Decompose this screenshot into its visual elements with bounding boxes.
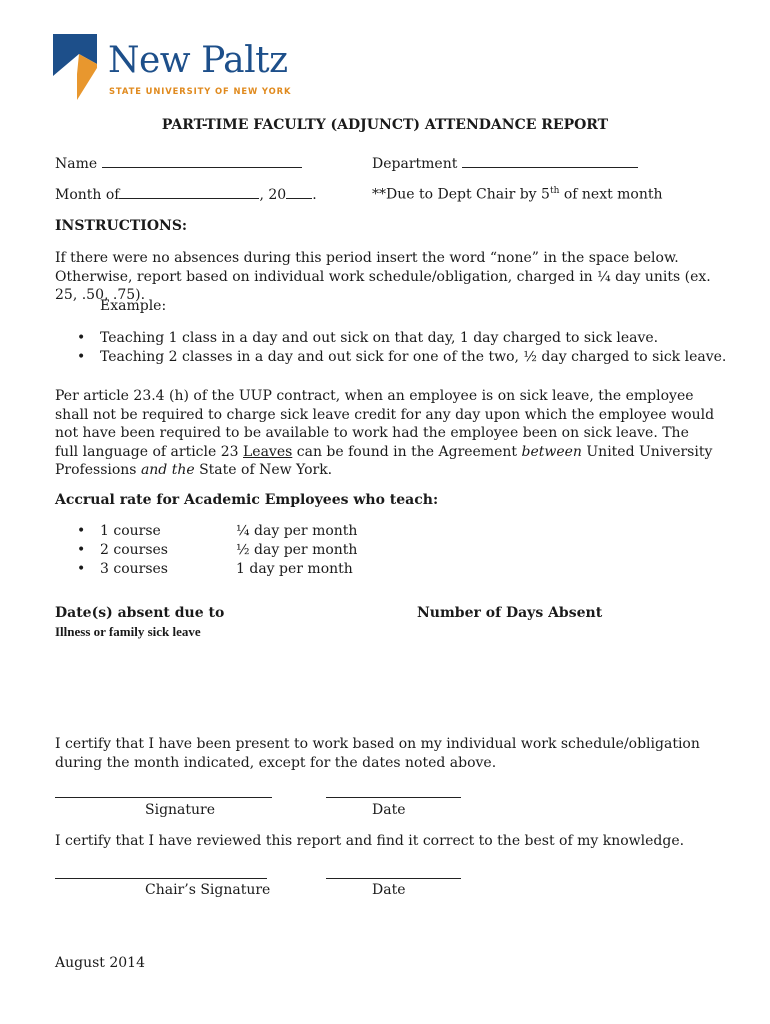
chair-date-label: Date: [372, 882, 406, 898]
example-item: •: [77, 330, 86, 346]
leaves-link[interactable]: Leaves: [243, 443, 293, 460]
employee-certification: I certify that I have been present to work based on my individual work schedule/obligation during the month indicated, except for the dates noted above.: [55, 736, 700, 771]
name-line[interactable]: [102, 155, 302, 168]
dates-absent-sublabel: Illness or family sick leave: [55, 624, 201, 639]
department-line[interactable]: [462, 155, 638, 168]
due-sup: th: [549, 186, 560, 196]
article-italic: between: [521, 443, 582, 460]
accrual-courses: 3 courses: [100, 561, 168, 577]
example-item: •: [77, 349, 86, 365]
accrual-heading: Accrual rate for Academic Employees who teach:: [55, 492, 439, 508]
accrual-row: •: [77, 542, 86, 558]
logo-subtitle: STATE UNIVERSITY OF NEW YORK: [109, 86, 292, 96]
signature-line[interactable]: [55, 797, 272, 798]
year-line[interactable]: [286, 186, 312, 199]
article-italic: and the: [140, 462, 195, 478]
logo: [53, 34, 293, 104]
accrual-rate: ¼ day per month: [236, 523, 358, 539]
date-label: Date: [372, 802, 406, 818]
due-suffix: of next month: [559, 186, 663, 203]
year-prefix: , 20: [259, 187, 287, 203]
year-suffix: .: [312, 187, 317, 203]
instructions-paragraph: If there were no absences during this period insert the word “none” in the space below. Otherwise, report based on individual work schedule/obligation, charged in ¼ day units (ex. 25, .50, .75).: [55, 250, 711, 303]
month-label: Month of: [55, 187, 120, 203]
due-note: [372, 186, 663, 203]
chair-signature-label: Chair’s Signature: [145, 882, 271, 898]
month-line[interactable]: [119, 186, 259, 199]
article-paragraph: [55, 387, 715, 480]
month-field[interactable]: [55, 186, 317, 203]
accrual-row: •: [77, 561, 86, 577]
signature-label: Signature: [145, 802, 216, 818]
page-title: PART-TIME FACULTY (ADJUNCT) ATTENDANCE REPORT: [161, 117, 609, 133]
due-prefix: **Due to Dept Chair by 5: [372, 186, 550, 203]
accrual-rate: 1 day per month: [236, 561, 353, 577]
accrual-rate: ½ day per month: [236, 542, 358, 558]
article-text: Per article 23.4 (h) of the UUP contract, when an employee is on sick leave, the employee shall not be required to charge sick leave credit for any day upon which the employee would not have been required to be available to work had the employee been on sick leave. The full language of article 23: [55, 388, 715, 460]
chair-signature-line[interactable]: [55, 878, 267, 879]
accrual-row: •: [77, 523, 86, 539]
chair-certification: I certify that I have reviewed this report and find it correct to the best of my knowledge.: [55, 833, 685, 849]
example-text: Teaching 2 classes in a day and out sick for one of the two, ½ day charged to sick leave.: [100, 349, 727, 365]
instructions-heading: INSTRUCTIONS:: [55, 218, 188, 234]
department-field[interactable]: [372, 155, 638, 172]
chair-date-line[interactable]: [326, 878, 461, 879]
accrual-courses: 2 courses: [100, 542, 168, 558]
logo-name: New Paltz: [108, 40, 288, 81]
article-text: can be found in the Agreement: [292, 443, 522, 460]
name-label: Name: [55, 156, 98, 172]
date-line[interactable]: [326, 797, 461, 798]
days-absent-entry-area[interactable]: [417, 648, 707, 724]
article-text: United University Professions: [55, 443, 713, 478]
example-text: Teaching 1 class in a day and out sick on that day, 1 day charged to sick leave.: [100, 330, 659, 346]
dates-absent-entry-area[interactable]: [55, 648, 395, 724]
accrual-courses: 1 course: [100, 523, 161, 539]
example-label: Example:: [100, 298, 167, 314]
days-absent-label: Number of Days Absent: [417, 605, 603, 621]
dates-absent-label: Date(s) absent due to: [55, 605, 225, 621]
logo-mark-icon: [53, 34, 97, 100]
department-label: Department: [372, 156, 458, 172]
name-field[interactable]: [55, 155, 302, 172]
article-text: State of New York.: [194, 462, 333, 478]
footer-date: August 2014: [55, 955, 145, 971]
